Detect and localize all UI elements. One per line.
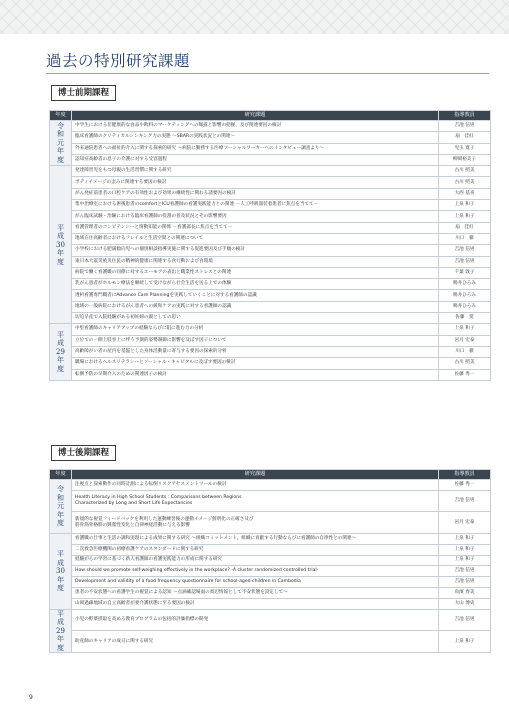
topic-cell: Development and validity of a food frequency questionnaire for school-aged children in Cambodia (72, 577, 439, 588)
advisor-cell: 鳴井ひろみ (439, 279, 491, 290)
pattern-diamond (275, 32, 289, 34)
title-divider (46, 73, 489, 74)
pattern-diamond (9, 32, 23, 34)
table-row (50, 143, 491, 154)
table-row (50, 256, 491, 267)
table-row (50, 166, 491, 177)
pattern-diamond (471, 0, 485, 4)
pattern-diamond (93, 4, 107, 18)
pattern-diamond (443, 0, 457, 4)
pattern-diamond (359, 4, 373, 18)
topic-cell: 中堅看護師のキャリアアップの経験ならびに阻に進む力の分析 (72, 324, 439, 335)
pattern-diamond (429, 18, 443, 32)
pattern-diamond (317, 4, 331, 18)
pattern-diamond (359, 32, 373, 34)
pattern-diamond (471, 18, 485, 32)
topic-cell: 注視点と探索動作の同時計測による転倒リスクアセスメントツールの検討 (72, 480, 439, 491)
pattern-diamond (93, 18, 107, 32)
pattern-diamond (0, 32, 9, 34)
advisor-cell: 上泉 和子 (439, 200, 491, 211)
pattern-diamond (51, 18, 65, 32)
table-row (50, 154, 491, 165)
decorative-pattern (0, 0, 509, 34)
table-row (50, 222, 491, 233)
pattern-diamond (51, 32, 65, 34)
topic-cell: 小児の野菜摂取を高める教育プログラムの包括的評価指標の開発 (72, 609, 439, 631)
table-row (50, 290, 491, 301)
pattern-diamond (289, 32, 303, 34)
topic-cell: ボディイメージの歪みに関連する要因の検討 (72, 177, 439, 188)
header-advisor: 指導教員 (439, 111, 491, 121)
pattern-diamond (415, 0, 429, 4)
advisor-cell: 川口 徹 (439, 346, 491, 357)
pattern-diamond (457, 32, 471, 34)
pattern-diamond (331, 18, 345, 32)
pattern-diamond (429, 4, 443, 18)
pattern-diamond (233, 18, 247, 32)
pattern-diamond (275, 18, 289, 32)
pattern-diamond (457, 18, 471, 32)
advisor-cell: 佐藤 秀一 (439, 480, 491, 491)
pattern-diamond (485, 18, 499, 32)
pattern-diamond (443, 18, 457, 32)
table-header-row (50, 111, 491, 121)
table-row (50, 301, 491, 312)
pattern-diamond (93, 32, 107, 34)
pattern-diamond (345, 32, 359, 34)
topic-cell: 経験がらの学習に基づく新人看護師の看護実践能力の形成に関する研究 (72, 555, 439, 566)
table-row (50, 177, 491, 188)
pattern-diamond (219, 4, 233, 18)
pattern-diamond (149, 0, 163, 4)
pattern-diamond (499, 32, 509, 34)
pattern-diamond (261, 0, 275, 4)
doctoral-second-body (50, 480, 491, 653)
year-cell: 平 成 29 年 度 (50, 324, 72, 380)
topic-cell: 地域在住高齢者におけるフレイルと生活空間との関連について (72, 233, 439, 244)
pattern-diamond (261, 32, 275, 34)
pattern-diamond (93, 0, 107, 4)
table-row (50, 267, 491, 278)
pattern-diamond (303, 0, 317, 4)
topic-cell: 集中治療室における術後患者のcomfortとICU看護師の看護実践能力との関連 －人工呼吸器装着患者に焦点を当てて－ (72, 200, 439, 211)
topic-cell: 地域の一般病院におけるがん患者への緩和ケアの実践に対する看護師の認識 (72, 301, 439, 312)
pattern-diamond (149, 18, 163, 32)
year-cell: 平 成 30 年 度 (50, 533, 72, 609)
table-row (50, 598, 491, 609)
advisor-cell: 吉池 信男 (439, 566, 491, 577)
pattern-diamond (0, 18, 9, 32)
table-row (50, 512, 491, 534)
pattern-diamond (499, 0, 509, 4)
table-row (50, 324, 491, 335)
advisor-cell: 吉池 信男 (439, 121, 491, 132)
advisor-cell: 岩月 宏泰 (439, 335, 491, 346)
table-row (50, 200, 491, 211)
pattern-diamond (303, 4, 317, 18)
table-row (50, 346, 491, 357)
pattern-diamond (233, 32, 247, 34)
table-row (50, 132, 491, 143)
pattern-diamond (79, 0, 93, 4)
pattern-diamond (163, 0, 177, 4)
pattern-diamond (317, 32, 331, 34)
pattern-diamond (135, 0, 149, 4)
pattern-diamond (429, 0, 443, 4)
advisor-cell: 児玉 寛子 (439, 143, 491, 154)
pattern-diamond (149, 4, 163, 18)
pattern-diamond (107, 4, 121, 18)
topic-cell: 看護管理者のコンピテンシーと情動知能の関係 －看護部長に焦点を当てて－ (72, 222, 439, 233)
page-title: 過去の特別研究課題 (46, 52, 191, 70)
table-row (50, 211, 491, 222)
pattern-diamond (191, 32, 205, 34)
pattern-diamond (373, 32, 387, 34)
advisor-cell: 上泉 和子 (439, 533, 491, 544)
pattern-diamond (499, 4, 509, 18)
pattern-diamond (331, 32, 345, 34)
topic-cell: 二次救急医療機関の初療看護ケアのスタンダードに関する研究 (72, 544, 439, 555)
header-year: 年度 (50, 470, 72, 480)
pattern-diamond (205, 0, 219, 4)
table-row (50, 587, 491, 598)
topic-cell: 透析看護専門職者にAdvance Care Planningを実践していくことに対する看護師の認識 (72, 290, 439, 301)
pattern-diamond (65, 0, 79, 4)
pattern-diamond (51, 4, 65, 18)
pattern-diamond (37, 4, 51, 18)
header-topic: 研究課題 (72, 470, 439, 480)
topic-cell: Health Literacy in High School Students : Comparisons between Regions Characterized by Long and Short Life Expectancies (72, 490, 439, 512)
advisor-cell: 上泉 和子 (439, 631, 491, 653)
pattern-diamond (387, 4, 401, 18)
pattern-diamond (289, 0, 303, 4)
advisor-cell: 鳴井ひろみ (439, 301, 491, 312)
table-row (50, 480, 491, 491)
advisor-cell: 鳴井ひろみ (439, 290, 491, 301)
pattern-diamond (471, 32, 485, 34)
topic-cell: 乳がん患者がホルモン療法を継続して受けながら社会生活を送る上での体験 (72, 279, 439, 290)
pattern-diamond (485, 32, 499, 34)
topic-cell: 切迫早産で入院経験がある初妊婦の親としての思い (72, 313, 439, 324)
pattern-diamond (401, 32, 415, 34)
topic-cell: 発達障害児をもつ母親の生活習慣に関する研究 (72, 166, 439, 177)
pattern-diamond (135, 4, 149, 18)
topic-cell: 中学生における非健康的な食品や飲料のマーケティングへの曝露と影響の把握、及び関連要因の検討 (72, 121, 439, 132)
topic-cell: 病院で働く看護職の同僚に対するユーモアの表出と職業性ストレスとの関連 (72, 267, 439, 278)
table-row (50, 358, 491, 369)
pattern-diamond (23, 18, 37, 32)
advisor-cell: 上泉 和子 (439, 324, 491, 335)
advisor-cell: 扇 佳紅 (439, 222, 491, 233)
pattern-diamond (247, 0, 261, 4)
advisor-cell: 角濱 春美 (439, 587, 491, 598)
pattern-diamond (37, 32, 51, 34)
table-row (50, 566, 491, 577)
advisor-cell: 岩月 宏泰 (439, 512, 491, 534)
pattern-diamond (219, 0, 233, 4)
year-cell: 平 成 30 年 度 (50, 166, 72, 324)
pattern-diamond (121, 18, 135, 32)
pattern-diamond (79, 18, 93, 32)
table-row (50, 609, 491, 631)
pattern-diamond (163, 32, 177, 34)
pattern-diamond (443, 4, 457, 18)
pattern-diamond (261, 4, 275, 18)
advisor-cell: 吉池 信男 (439, 256, 491, 267)
pattern-diamond (345, 4, 359, 18)
pattern-diamond (9, 18, 23, 32)
advisor-cell: 上泉 和子 (439, 544, 491, 555)
section-label-doctoral-first: 博士前期課程 (51, 85, 116, 101)
topic-cell: 臨床看護師のクリティカルシンキング力の実態 ～SBARの実践状況との関連～ (72, 132, 439, 143)
pattern-diamond (37, 18, 51, 32)
advisor-cell: 大山 博史 (439, 598, 491, 609)
year-cell: 令 和 元 年 度 (50, 121, 72, 166)
pattern-diamond (261, 18, 275, 32)
pattern-diamond (247, 4, 261, 18)
pattern-diamond (135, 32, 149, 34)
pattern-diamond (107, 32, 121, 34)
pattern-diamond (415, 18, 429, 32)
header-advisor: 指導教員 (439, 470, 491, 480)
pattern-diamond (233, 0, 247, 4)
pattern-diamond (303, 32, 317, 34)
pattern-diamond (457, 4, 471, 18)
pattern-diamond (471, 4, 485, 18)
topic-cell: 立位での一側上肢挙上に伴う予測的姿勢制御に影響を及ぼす因子について (72, 335, 439, 346)
pattern-diamond (401, 0, 415, 4)
pattern-diamond (121, 0, 135, 4)
table-row (50, 369, 491, 380)
pattern-diamond (359, 0, 373, 4)
pattern-diamond (205, 32, 219, 34)
topic-cell: How should we promote self-weighing effectively in the workplace? -A cluster randomized controlled trial- (72, 566, 439, 577)
pattern-diamond (345, 0, 359, 4)
topic-cell: 職場におけるヘルスリテラシーとソーシャル・キャピタルに及ぼす要因の検討 (72, 358, 439, 369)
pattern-diamond (65, 32, 79, 34)
doctoral-first-body (50, 121, 491, 381)
pattern-diamond (191, 4, 205, 18)
pattern-diamond (79, 4, 93, 18)
pattern-diamond (107, 18, 121, 32)
table-row (50, 233, 491, 244)
pattern-diamond (191, 0, 205, 4)
topic-cell: 小学校における肥満傾向児への個別相談指導実施に関する促進要因及び手順の検討 (72, 245, 439, 256)
pattern-diamond (429, 32, 443, 34)
pattern-diamond (233, 4, 247, 18)
pattern-diamond (415, 32, 429, 34)
pattern-diamond (373, 18, 387, 32)
table-row (50, 335, 491, 346)
table-row (50, 313, 491, 324)
table-row (50, 544, 491, 555)
advisor-cell: 古川 照美 (439, 166, 491, 177)
pattern-diamond (247, 32, 261, 34)
table-row (50, 121, 491, 132)
advisor-cell: 上泉 和子 (439, 211, 491, 222)
table-row (50, 631, 491, 653)
pattern-diamond (247, 18, 261, 32)
pattern-diamond (289, 18, 303, 32)
topic-cell: 新規的な視覚フィードバックを利用した運動練習後の運動イメージ鮮明化の正確さ及び 筋骨筋骨格筋の興奮性変化と自律神経活動に与える影響 (72, 512, 439, 534)
pattern-diamond (9, 0, 23, 4)
pattern-diamond (205, 18, 219, 32)
pattern-diamond (317, 0, 331, 4)
pattern-diamond (499, 18, 509, 32)
pattern-diamond (401, 4, 415, 18)
topic-cell: 看護職の仕事と生活の調和実現による成果に関する研究 ～組織コミットメント、組織に貢献する行動ならびに看護師の自律性との関連～ (72, 533, 439, 544)
topic-cell: 山岡過疎地域の自立高齢者が妻介護状態に至る要因の検討 (72, 598, 439, 609)
pattern-diamond (387, 18, 401, 32)
topic-cell: 助産師のキャリアの成日に関する研究 (72, 631, 439, 653)
pattern-diamond (275, 4, 289, 18)
pattern-diamond (177, 0, 191, 4)
pattern-diamond (345, 18, 359, 32)
topic-cell: 転倒予防の早期介入のための関連因子の検討 (72, 369, 439, 380)
pattern-diamond (65, 4, 79, 18)
pattern-diamond (401, 18, 415, 32)
pattern-diamond (275, 0, 289, 4)
pattern-diamond (79, 32, 93, 34)
pattern-diamond (177, 4, 191, 18)
doctoral-second-table (49, 469, 491, 653)
pattern-diamond (415, 4, 429, 18)
table-header-row (50, 470, 491, 480)
pattern-diamond (485, 0, 499, 4)
pattern-diamond (149, 32, 163, 34)
table-row (50, 245, 491, 256)
section-label-doctoral-second: 博士後期課程 (51, 445, 116, 461)
topic-cell: がん発症前患者の口腔ケアの有効性および効果の継続性に関わる諸要因の検討 (72, 188, 439, 199)
pattern-diamond (457, 0, 471, 4)
page-number: 9 (29, 694, 33, 701)
year-cell: 平 成 29 年 度 (50, 609, 72, 653)
pattern-diamond (121, 4, 135, 18)
pattern-diamond (219, 32, 233, 34)
topic-cell: 認知症高齢者の息子の介護に対する受容過程 (72, 154, 439, 165)
pattern-diamond (317, 18, 331, 32)
pattern-diamond (135, 18, 149, 32)
topic-cell: がん臨床試験・治験における臨床看護師の役割の普及状況とその影響要因 (72, 211, 439, 222)
advisor-cell: 古川 照美 (439, 177, 491, 188)
advisor-cell: 千葉 敦子 (439, 267, 491, 278)
pattern-diamond (219, 18, 233, 32)
pattern-diamond (443, 32, 457, 34)
pattern-diamond (177, 32, 191, 34)
header-pattern-band (0, 0, 509, 34)
pattern-diamond (387, 32, 401, 34)
advisor-cell: 扇 佳紅 (439, 132, 491, 143)
advisor-cell: 佐藤 秀一 (439, 369, 491, 380)
pattern-diamond (191, 18, 205, 32)
pattern-diamond (23, 0, 37, 4)
pattern-diamond (177, 18, 191, 32)
advisor-cell: 吉池 信男 (439, 577, 491, 588)
advisor-cell: 柳岡裕美子 (439, 154, 491, 165)
year-cell: 令 和 元 年 度 (50, 480, 72, 534)
pattern-diamond (331, 0, 345, 4)
table-row (50, 577, 491, 588)
pattern-diamond (163, 18, 177, 32)
pattern-diamond (51, 0, 65, 4)
advisor-cell: 上泉 和子 (439, 555, 491, 566)
advisor-cell: 大西 基喜 (439, 188, 491, 199)
header-year: 年度 (50, 111, 72, 121)
topic-cell: 外来通院患者への福祉的介入に関する探索的研究 ～病院に勤務する医療ソーシャルワーカーへのインタビュー調査より～ (72, 143, 439, 154)
doctoral-first-table (49, 110, 491, 381)
table-row (50, 490, 491, 512)
table-row (50, 279, 491, 290)
advisor-cell: 川口 徹 (439, 233, 491, 244)
advisor-cell: 吉池 信男 (439, 245, 491, 256)
pattern-diamond (373, 4, 387, 18)
pattern-diamond (303, 18, 317, 32)
table-row (50, 533, 491, 544)
advisor-cell: 佐藤 愛 (439, 313, 491, 324)
header-topic: 研究課題 (72, 111, 439, 121)
pattern-diamond (107, 0, 121, 4)
topic-cell: 患者の不安状態への看護学生の視覚による認知 ～点滴確認場面の周辺情報として不安状態を設定して～ (72, 587, 439, 598)
pattern-diamond (121, 32, 135, 34)
advisor-cell: 吉池 信男 (439, 609, 491, 631)
topic-cell: 東日本大震災被災住民の精神的健康に関連する食行動および食環境 (72, 256, 439, 267)
pattern-diamond (37, 0, 51, 4)
table-row (50, 188, 491, 199)
pattern-diamond (0, 0, 9, 4)
pattern-diamond (373, 0, 387, 4)
pattern-diamond (163, 4, 177, 18)
pattern-diamond (205, 4, 219, 18)
advisor-cell: 吉池 信男 (439, 490, 491, 512)
pattern-diamond (485, 4, 499, 18)
pattern-diamond (289, 4, 303, 18)
pattern-diamond (65, 18, 79, 32)
pattern-diamond (387, 0, 401, 4)
pattern-diamond (0, 4, 9, 18)
pattern-diamond (331, 4, 345, 18)
pattern-diamond (23, 32, 37, 34)
pattern-diamond (9, 4, 23, 18)
advisor-cell: 古川 照美 (439, 358, 491, 369)
pattern-diamond (359, 18, 373, 32)
table-row (50, 555, 491, 566)
pattern-diamond (23, 4, 37, 18)
topic-cell: 高齢障がい者の屋内を基盤とした身体活動量に寄与する要因の探索的分析 (72, 346, 439, 357)
